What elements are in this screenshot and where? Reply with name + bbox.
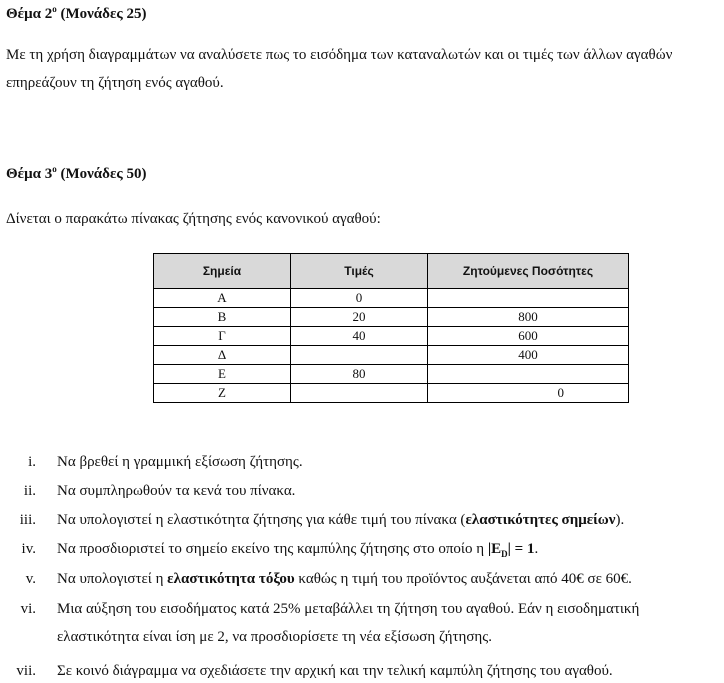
table-header-row: [154, 254, 629, 289]
question-text: [57, 510, 713, 530]
question-text-part: Να υπολογιστεί η ελαστικότητα ζήτησης για κάθε τιμή του πίνακα (: [57, 512, 466, 528]
question-text: [57, 539, 713, 564]
cell-price: [291, 384, 428, 403]
question-text-part: ).: [615, 512, 625, 528]
cell-price: 0: [291, 289, 428, 308]
header-quantities: Ζητούμενες Ποσότητες: [428, 254, 629, 289]
table-row: [154, 346, 629, 365]
question-bold-term: ελαστικότητες σημείων: [465, 512, 616, 528]
table-row: [154, 365, 629, 384]
topic2-sup: ο: [52, 4, 57, 14]
cell-point: Α: [154, 289, 291, 308]
cell-price: 40: [291, 327, 428, 346]
topic2-text: Με τη χρήση διαγραμμάτων να αναλύσετε πως το εισόδημα των καταναλωτών και οι τιμές των άλλων αγαθών επηρεάζουν τη ζήτηση ενός αγαθού.: [6, 47, 673, 91]
topic3-points: (Μονάδες 50): [56, 166, 147, 182]
cell-quantity: [428, 365, 629, 384]
table-row: [154, 289, 629, 308]
topic3-sup: ο: [52, 164, 57, 174]
question-number: vii.: [16, 663, 36, 679]
elasticity-formula: [488, 541, 535, 557]
cell-quantity: 600: [428, 327, 629, 346]
cell-point: Δ: [154, 346, 291, 365]
question-number: i.: [28, 454, 36, 470]
formula-value: | = 1: [507, 541, 535, 557]
header-prices: Τιμές: [291, 254, 428, 289]
question-bold-term: ελαστικότητα τόξου: [167, 571, 295, 587]
question-number: vi.: [20, 601, 36, 617]
formula-e: |E: [487, 541, 502, 557]
topic2-points: (Μονάδες 25): [56, 6, 147, 22]
topic3-intro: Δίνεται ο παρακάτω πίνακας ζήτησης ενός κανονικού αγαθού:: [6, 211, 381, 227]
question-text: [57, 569, 713, 589]
question-text: Μια αύξηση του εισοδήματος κατά 25% μεταβάλλει τη ζήτηση του αγαθού. Εάν η εισοδηματική ελαστικότητα είναι ίση με 2, να προσδιορίσετε τη νέα εξίσωση ζήτησης.: [57, 601, 640, 645]
cell-point: Β: [154, 308, 291, 327]
cell-price: 80: [291, 365, 428, 384]
question-number: ii.: [23, 483, 36, 499]
cell-quantity: [428, 289, 629, 308]
cell-quantity: 800: [428, 308, 629, 327]
cell-quantity: 400: [428, 346, 629, 365]
cell-quantity: 0: [428, 384, 629, 403]
topic2-heading: [6, 4, 146, 23]
question-text: Να συμπληρωθούν τα κενά του πίνακα.: [57, 483, 296, 499]
question-text-part: Να προσδιοριστεί το σημείο εκείνο της καμπύλης ζήτησης στο οποίο η: [57, 541, 488, 557]
question-number: v.: [25, 571, 36, 587]
topic2-title: Θέμα 2: [6, 6, 53, 22]
question-text-part: Να υπολογιστεί η: [57, 571, 168, 587]
formula-sub: D: [501, 549, 508, 559]
header-points: Σημεία: [154, 254, 291, 289]
demand-table: [153, 253, 629, 403]
topic3-heading: [6, 164, 146, 183]
question-text: Σε κοινό διάγραμμα να σχεδιάσετε την αρχική και την τελική καμπύλη ζήτησης του αγαθού.: [57, 663, 613, 679]
cell-point: Ζ: [154, 384, 291, 403]
topic3-title: Θέμα 3: [6, 166, 53, 182]
cell-point: Γ: [154, 327, 291, 346]
cell-price: [291, 346, 428, 365]
table-row: [154, 308, 629, 327]
table-row: [154, 327, 629, 346]
table-row: [154, 384, 629, 403]
cell-price: 20: [291, 308, 428, 327]
question-text-part: .: [534, 541, 539, 557]
question-text-part: καθώς η τιμή του προϊόντος αυξάνεται από 40€ σε 60€.: [294, 571, 632, 587]
cell-point: Ε: [154, 365, 291, 384]
question-number: iv.: [21, 541, 36, 557]
question-text: Να βρεθεί η γραμμική εξίσωση ζήτησης.: [57, 454, 303, 470]
question-number: iii.: [19, 512, 36, 528]
